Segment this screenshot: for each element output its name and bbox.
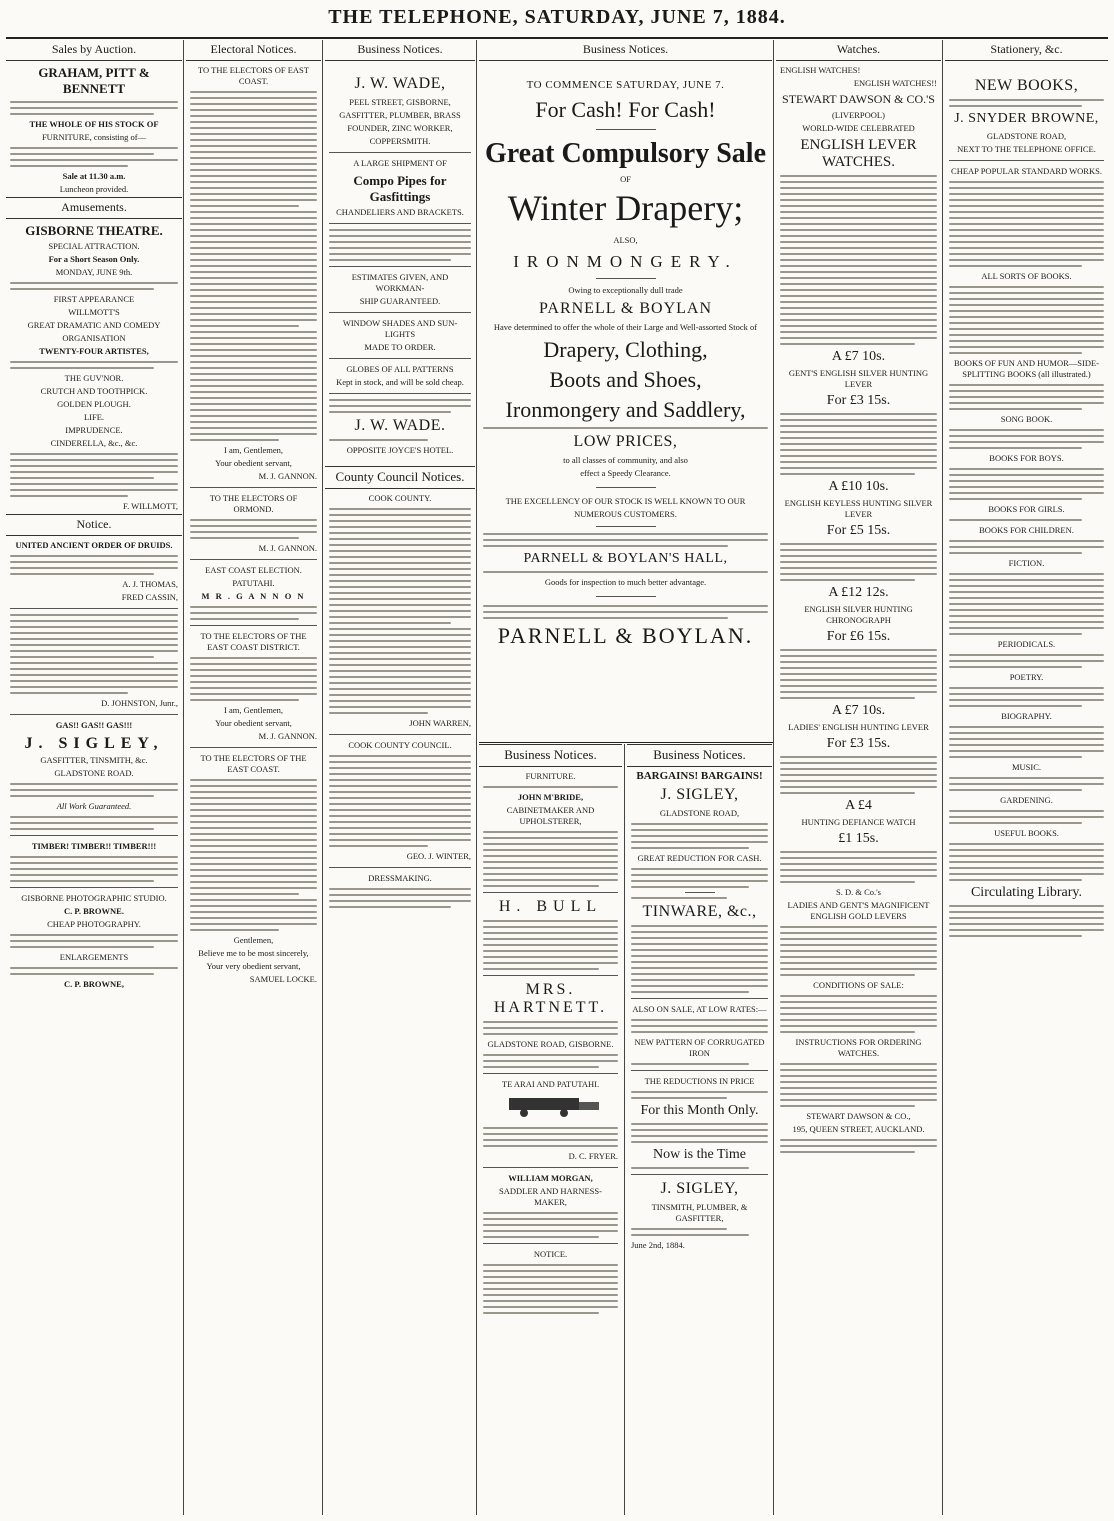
trade-line: COPPERSMITH. xyxy=(369,136,431,146)
hunting: GENT'S ENGLISH SILVER HUNTING LEVER xyxy=(788,368,929,389)
cook-county: COOK COUNTY. xyxy=(368,493,432,503)
dawson: STEWART DAWSON & CO.'S xyxy=(782,92,935,106)
wade-name-2: J. W. WADE. xyxy=(354,417,446,434)
manager-signature: F. WILLMOTT, xyxy=(123,501,178,511)
text-block xyxy=(631,1063,768,1065)
text-block xyxy=(949,777,1104,791)
divider xyxy=(596,129,656,130)
sigley-2: J. SIGLEY, xyxy=(660,1180,739,1197)
text-block xyxy=(10,101,178,115)
divider xyxy=(483,975,618,976)
also-sale: ALSO ON SALE, AT LOW RATES:— xyxy=(632,1004,767,1014)
parnell-boylan: PARNELL & BOYLAN xyxy=(538,300,713,317)
text-block xyxy=(190,519,317,539)
auctioneer-name: GRAHAM, PITT & BENNETT xyxy=(38,65,150,96)
text-block xyxy=(949,468,1104,500)
text-block xyxy=(483,920,618,970)
mcbride: JOHN M'BRIDE, xyxy=(517,792,584,802)
signoff: Your obedient servant, xyxy=(215,458,292,468)
price: For £5 15s. xyxy=(826,523,891,538)
compulsory-sale: Great Compulsory Sale xyxy=(484,138,767,169)
divider xyxy=(329,266,471,267)
enlargements: ENLARGEMENTS xyxy=(59,952,129,962)
gladstone-road: GLADSTONE ROAD. xyxy=(54,768,134,778)
section-header: Watches. xyxy=(776,40,941,61)
commence: TO COMMENCE SATURDAY, JUNE 7. xyxy=(526,79,725,91)
to-east-coast-2: TO THE ELECTORS OF THE EAST COAST. xyxy=(200,753,307,774)
divider xyxy=(483,892,618,893)
world-wide: WORLD-WIDE CELEBRATED xyxy=(802,123,915,133)
text-block xyxy=(949,429,1104,449)
luncheon-note: Luncheon provided. xyxy=(59,184,129,194)
text-block xyxy=(190,606,317,620)
section-header: Electoral Notices. xyxy=(186,40,321,61)
gannon-spaced: M R . G A N N O N xyxy=(201,591,306,601)
tinsmith: TINSMITH, PLUMBER, & GASFITTER, xyxy=(651,1202,748,1223)
text-block xyxy=(780,926,937,976)
company-line-1: GREAT DRAMATIC AND COMEDY xyxy=(27,320,161,330)
text-block xyxy=(949,687,1104,707)
locke-signature: SAMUEL LOCKE. xyxy=(249,974,317,984)
coach-illustration xyxy=(479,1092,622,1118)
section-header: Business Notices. xyxy=(479,40,772,61)
instructions: INSTRUCTIONS FOR ORDERING WATCHES. xyxy=(795,1037,922,1058)
text-block xyxy=(949,654,1104,668)
peel-street: PEEL STREET, GISBORNE, xyxy=(349,97,451,107)
bargains: BARGAINS! BARGAINS! xyxy=(636,770,763,782)
willmott: WILLMOTT'S xyxy=(68,307,120,317)
window-shades: WINDOW SHADES AND SUN-LIGHTS xyxy=(342,318,458,339)
text-block xyxy=(483,831,618,887)
divider xyxy=(596,278,656,279)
text-block xyxy=(10,934,178,948)
text-block xyxy=(780,1063,937,1107)
price: A £10 10s. xyxy=(828,479,889,494)
notice: NOTICE. xyxy=(533,1249,568,1259)
text-block xyxy=(10,147,178,167)
shipment: A LARGE SHIPMENT OF xyxy=(353,158,447,168)
text-block xyxy=(949,540,1104,554)
play-title: CRUTCH AND TOOTHPICK. xyxy=(40,386,148,396)
text-block xyxy=(10,361,178,369)
text-block xyxy=(329,439,471,441)
divider xyxy=(483,1073,618,1074)
english-watches: ENGLISH WATCHES! xyxy=(780,65,861,75)
divider xyxy=(596,526,656,527)
gasfitter: GASFITTER, TINSMITH, &c. xyxy=(40,755,148,765)
parnell-boylan-footer: PARNELL & BOYLAN. xyxy=(497,623,754,648)
divider xyxy=(10,714,178,715)
circulating-library: Circulating Library. xyxy=(970,885,1083,900)
price: A £7 10s. xyxy=(831,703,886,718)
text-block xyxy=(631,1228,768,1236)
dressmaking: DRESSMAKING. xyxy=(368,873,432,883)
price: A £4 xyxy=(845,798,872,813)
ironmongery: IRONMONGERY. xyxy=(513,252,738,271)
trade-line: GASFITTER, PLUMBER, BRASS xyxy=(339,110,461,120)
excellency: THE EXCELLENCY OF OUR STOCK IS WELL KNOWN TO OUR xyxy=(505,496,746,506)
sale-title: THE WHOLE OF HIS STOCK OF xyxy=(29,119,159,129)
in-stock: Kept in stock, and will be sold cheap. xyxy=(336,377,464,387)
low-prices: LOW PRICES, xyxy=(573,433,678,450)
text-block xyxy=(780,995,937,1033)
divider xyxy=(329,358,471,359)
ladies: LADIES' ENGLISH HUNTING LEVER xyxy=(788,722,929,732)
sigley: J. SIGLEY, xyxy=(660,786,739,803)
text-block xyxy=(483,1127,618,1147)
divider xyxy=(190,487,317,488)
section-header: Stationery, &c. xyxy=(945,40,1108,61)
divider xyxy=(10,835,178,836)
text-block xyxy=(10,282,178,290)
all-classes: to all classes of community, and also xyxy=(563,455,688,465)
estimates: SHIP GUARANTEED. xyxy=(359,296,441,306)
estimates: ESTIMATES GIVEN, AND WORKMAN- xyxy=(351,272,449,293)
owing: Owing to exceptionally dull trade xyxy=(568,285,683,295)
text-block xyxy=(949,99,1104,107)
section-header: Business Notices. xyxy=(479,744,622,767)
text-block xyxy=(329,508,471,714)
divider xyxy=(596,487,656,488)
text-block xyxy=(780,756,937,794)
text-block xyxy=(483,571,768,573)
ironmongery-saddlery: Ironmongery and Saddlery, xyxy=(505,397,746,422)
text-block xyxy=(631,868,768,888)
browne-signature: C. P. BROWNE, xyxy=(64,979,124,989)
patutahi: PATUTAHI. xyxy=(232,578,275,588)
signoff: I am, Gentlemen, xyxy=(223,445,283,455)
text-block xyxy=(949,810,1104,824)
address: 195, QUEEN STREET, AUCKLAND. xyxy=(792,1124,925,1134)
warren-signature: JOHN WARREN, xyxy=(409,718,471,728)
divider xyxy=(596,596,656,597)
masthead-rule xyxy=(6,37,1108,39)
cheap-photo: CHEAP PHOTOGRAPHY. xyxy=(47,919,141,929)
text-block xyxy=(483,427,768,429)
text-block xyxy=(949,519,1104,521)
books-boys: BOOKS FOR BOYS. xyxy=(989,453,1064,463)
english-watches-2: ENGLISH WATCHES!! xyxy=(853,78,937,88)
column-stationery xyxy=(945,40,1108,1515)
text-block xyxy=(483,786,618,788)
section-header: Notice. xyxy=(6,514,182,536)
photo-studio: GISBORNE PHOTOGRAPHIC STUDIO. xyxy=(21,893,167,903)
poetry: POETRY. xyxy=(1009,672,1044,682)
theatre-title: GISBORNE THEATRE. xyxy=(25,223,163,238)
text-block xyxy=(631,897,768,899)
divider xyxy=(483,1167,618,1168)
text-block xyxy=(780,413,937,475)
servant: Your obedient servant, xyxy=(215,718,292,728)
conditions: CONDITIONS OF SALE: xyxy=(813,980,904,990)
song-book: SONG BOOK. xyxy=(1000,414,1053,424)
trade-line: FOUNDER, ZINC WORKER, xyxy=(347,123,453,133)
for-cash: For Cash! For Cash! xyxy=(535,97,716,122)
gentlemen-2: Gentlemen, xyxy=(233,935,274,945)
text-block xyxy=(10,555,178,575)
play-title: LIFE. xyxy=(83,412,105,422)
music: MUSIC. xyxy=(1011,762,1042,772)
gas-title: GAS!! GAS!! GAS!!! xyxy=(55,720,133,730)
divider xyxy=(329,223,471,224)
ormond-title: TO THE ELECTORS OF ORMOND. xyxy=(209,493,298,514)
column-rule xyxy=(183,40,184,1515)
periodicals: PERIODICALS. xyxy=(997,639,1056,649)
column-business-wade xyxy=(325,40,475,1515)
divider xyxy=(949,160,1104,161)
text-block xyxy=(631,1091,768,1099)
inspection: Goods for inspection to much better advantage. xyxy=(544,577,707,587)
fiction: FICTION. xyxy=(1008,558,1045,568)
new-books: NEW BOOKS, xyxy=(974,77,1079,94)
magnificent: LADIES AND GENT'S MAGNIFICENT ENGLISH GOLD LEVERS xyxy=(787,900,930,921)
drapery-clothing: Drapery, Clothing, xyxy=(543,337,708,362)
snyder-browne: J. SNYDER BROWNE, xyxy=(954,111,1099,126)
text-block xyxy=(483,1212,618,1238)
opposite-hotel: OPPOSITE JOYCE'S HOTEL. xyxy=(346,445,454,455)
books-children: BOOKS FOR CHILDREN. xyxy=(979,525,1074,535)
divider xyxy=(631,998,768,999)
winter-drapery: Winter Drapery; xyxy=(507,188,744,228)
sale-subtitle: FURNITURE, consisting of— xyxy=(41,132,147,142)
play-title: THE GUV'NOR. xyxy=(64,373,124,383)
boots-shoes: Boots and Shoes, xyxy=(549,367,702,392)
gannon-signature: M. J. GANNON. xyxy=(258,731,317,741)
iron: NEW PATTERN OF CORRUGATED IRON xyxy=(634,1037,765,1058)
cheap-works: CHEAP POPULAR STANDARD WORKS. xyxy=(951,166,1102,176)
parnell-hall: PARNELL & BOYLAN'S HALL, xyxy=(523,551,728,566)
sd-co: S. D. & Co.'s xyxy=(836,887,881,897)
divider xyxy=(190,747,317,748)
to-electors: TO THE ELECTORS OF EAST COAST. xyxy=(198,65,309,86)
play-title: CINDERELLA, &c., &c. xyxy=(50,438,138,448)
play-title: IMPRUDENCE. xyxy=(65,425,123,435)
gentlemen: I am, Gentlemen, xyxy=(223,705,283,715)
text-block xyxy=(10,614,178,694)
winter-signature: GEO. J. WINTER, xyxy=(406,851,471,861)
artistes: TWENTY-FOUR ARTISTES, xyxy=(39,346,149,356)
text-block xyxy=(483,1264,618,1314)
to-east-coast: TO THE ELECTORS OF THE EAST COAST DISTRICT. xyxy=(200,631,307,652)
column-business-5 xyxy=(479,744,622,1515)
speedy-clearance: effect a Speedy Clearance. xyxy=(580,468,671,478)
text-block xyxy=(949,573,1104,635)
section-header: Business Notices. xyxy=(627,744,772,767)
gardening: GARDENING. xyxy=(1000,795,1053,805)
price: £1 15s. xyxy=(838,831,879,846)
column-parnell-boylan xyxy=(479,40,772,741)
sigley-name: J. SIGLEY, xyxy=(24,735,164,752)
gladstone: GLADSTONE ROAD, xyxy=(659,808,740,818)
monday: MONDAY, JUNE 9th. xyxy=(55,267,133,277)
text-block xyxy=(10,816,178,830)
all-work: All Work Guaranteed. xyxy=(56,801,132,811)
text-block xyxy=(949,905,1104,937)
column-rule xyxy=(322,40,323,1515)
text-block xyxy=(10,783,178,797)
fun-books: BOOKS OF FUN AND HUMOR—SIDE-SPLITTING BOOKS (all illustrated.) xyxy=(954,358,1099,379)
sale-time: Sale at 11.30 a.m. xyxy=(62,171,126,181)
hartnett: MRS. HARTNETT. xyxy=(493,981,608,1016)
text-block xyxy=(631,1167,768,1169)
masthead: THE TELEPHONE, SATURDAY, JUNE 7, 1884. xyxy=(328,6,786,28)
company-line-2: ORGANISATION xyxy=(62,333,126,343)
section-header: Business Notices. xyxy=(325,40,475,61)
reduction: GREAT REDUCTION FOR CASH. xyxy=(637,853,762,863)
determined: Have determined to offer the whole of their Large and Well-assorted Stock of xyxy=(493,322,758,332)
text-block xyxy=(631,925,768,993)
gladstone-road: GLADSTONE ROAD, xyxy=(986,131,1067,141)
gladstone-road: GLADSTONE ROAD, GISBORNE. xyxy=(487,1039,614,1049)
divider xyxy=(631,1174,768,1175)
divider xyxy=(190,559,317,560)
section-rule xyxy=(479,742,773,743)
text-block xyxy=(483,1054,618,1068)
column-rule xyxy=(942,40,943,1515)
east-coast-election: EAST COAST ELECTION. xyxy=(205,565,302,575)
text-block xyxy=(329,755,471,847)
next-office: NEXT TO THE TELEPHONE OFFICE. xyxy=(957,144,1096,154)
text-block xyxy=(483,605,768,619)
price: For £3 15s. xyxy=(826,393,891,408)
books-girls: BOOKS FOR GIRLS. xyxy=(988,504,1065,514)
this-month: For this Month Only. xyxy=(640,1103,759,1118)
section-header: County Council Notices. xyxy=(325,466,475,489)
all-sorts: ALL SORTS OF BOOKS. xyxy=(981,271,1072,281)
text-block xyxy=(483,533,768,547)
divider xyxy=(685,892,715,893)
signature: FRED CASSIN, xyxy=(121,592,178,602)
attraction: SPECIAL ATTRACTION. xyxy=(48,241,140,251)
column-watches xyxy=(776,40,941,1515)
stewart: STEWART DAWSON & CO., xyxy=(806,1111,911,1121)
morgan: WILLIAM MORGAN, xyxy=(508,1173,593,1183)
timber-title: TIMBER! TIMBER!! TIMBER!!! xyxy=(31,841,157,851)
text-block xyxy=(949,286,1104,354)
price: For £3 15s. xyxy=(826,736,891,751)
chandeliers: CHANDELIERS AND BRACKETS. xyxy=(336,207,464,217)
chrono: ENGLISH SILVER HUNTING CHRONOGRAPH xyxy=(804,604,913,625)
section-header: Sales by Auction. xyxy=(6,40,182,61)
text-block xyxy=(190,91,317,441)
column-rule xyxy=(773,40,774,1515)
reductions: THE REDUCTIONS IN PRICE xyxy=(644,1076,755,1086)
price: A £7 10s. xyxy=(831,349,886,364)
divider xyxy=(329,867,471,868)
text-block xyxy=(10,453,178,497)
text-block xyxy=(631,823,768,849)
price: For £6 15s. xyxy=(826,629,891,644)
date: June 2nd, 1884. xyxy=(631,1240,685,1250)
useful-books: USEFUL BOOKS. xyxy=(994,828,1059,838)
divider xyxy=(329,734,471,735)
text-block xyxy=(780,175,937,345)
text-block xyxy=(329,229,471,261)
gannon-signature: M. J. GANNON. xyxy=(258,471,317,481)
divider xyxy=(10,608,178,609)
globes: GLOBES OF ALL PATTERNS xyxy=(346,364,454,374)
gannon-signature: M. J. GANNON. xyxy=(258,543,317,553)
believe: Believe me to be most sincerely, xyxy=(198,948,309,958)
section-header: Amusements. xyxy=(6,197,182,219)
text-block xyxy=(190,779,317,931)
text-block xyxy=(329,888,471,908)
column-rule xyxy=(476,40,477,1515)
text-block xyxy=(190,657,317,701)
cook-council: COOK COUNTY COUNCIL. xyxy=(348,740,452,750)
te-arai: TE ARAI AND PATUTAHI. xyxy=(501,1079,600,1089)
text-block xyxy=(631,1019,768,1033)
defiance: HUNTING DEFIANCE WATCH xyxy=(801,817,916,827)
signature: D. JOHNSTON, Junr., xyxy=(101,698,178,708)
short-season: For a Short Season Only. xyxy=(48,254,140,264)
also: ALSO, xyxy=(613,235,638,245)
text-block xyxy=(780,649,937,699)
now-time: Now is the Time xyxy=(653,1147,746,1162)
text-block xyxy=(949,384,1104,410)
text-block xyxy=(483,1021,618,1035)
furniture: FURNITURE. xyxy=(525,771,576,781)
first-appearance: FIRST APPEARANCE xyxy=(53,294,135,304)
divider xyxy=(329,152,471,153)
excellency: NUMEROUS CUSTOMERS. xyxy=(574,509,677,519)
divider xyxy=(329,312,471,313)
text-block xyxy=(780,1139,937,1153)
compo-pipes: Compo Pipes for Gasfittings xyxy=(353,173,447,204)
made-to-order: MADE TO ORDER. xyxy=(364,342,436,352)
text-block xyxy=(780,543,937,581)
text-block xyxy=(329,399,471,413)
text-block xyxy=(949,181,1104,267)
price: A £12 12s. xyxy=(828,585,889,600)
browne-name: C. P. BROWNE. xyxy=(64,906,124,916)
divider xyxy=(329,393,471,394)
very-obedient: Your very obedient servant, xyxy=(206,961,301,971)
text-block xyxy=(949,843,1104,881)
cabinet: CABINETMAKER AND UPHOLSTERER, xyxy=(506,805,595,826)
wade-name: J. W. WADE, xyxy=(354,75,446,92)
tinware: TINWARE, &c., xyxy=(642,903,757,920)
column-business-6 xyxy=(627,744,772,1515)
divider xyxy=(483,1243,618,1244)
divider xyxy=(631,1070,768,1071)
keyless: ENGLISH KEYLESS HUNTING SILVER LEVER xyxy=(784,498,933,519)
liverpool: (LIVERPOOL) xyxy=(832,110,885,120)
text-block xyxy=(780,851,937,883)
play-title: GOLDEN PLOUGH. xyxy=(57,399,131,409)
divider xyxy=(10,887,178,888)
column-rule xyxy=(624,744,625,1515)
lever-watches: ENGLISH LEVER WATCHES. xyxy=(800,137,917,170)
of: OF xyxy=(620,174,631,184)
divider xyxy=(190,625,317,626)
saddler: SADDLER AND HARNESS-MAKER, xyxy=(499,1186,602,1207)
text-block xyxy=(10,856,178,882)
druids-title: UNITED ANCIENT ORDER OF DRUIDS. xyxy=(15,540,173,550)
column-auction xyxy=(6,40,182,1515)
fryer-signature: D. C. FRYER. xyxy=(568,1151,618,1161)
signature: A. J. THOMAS, xyxy=(122,579,178,589)
biography: BIOGRAPHY. xyxy=(1001,711,1052,721)
bull: H. BULL xyxy=(498,898,603,915)
column-electoral xyxy=(186,40,321,1515)
text-block xyxy=(631,1123,768,1143)
text-block xyxy=(949,726,1104,758)
text-block xyxy=(10,967,178,975)
